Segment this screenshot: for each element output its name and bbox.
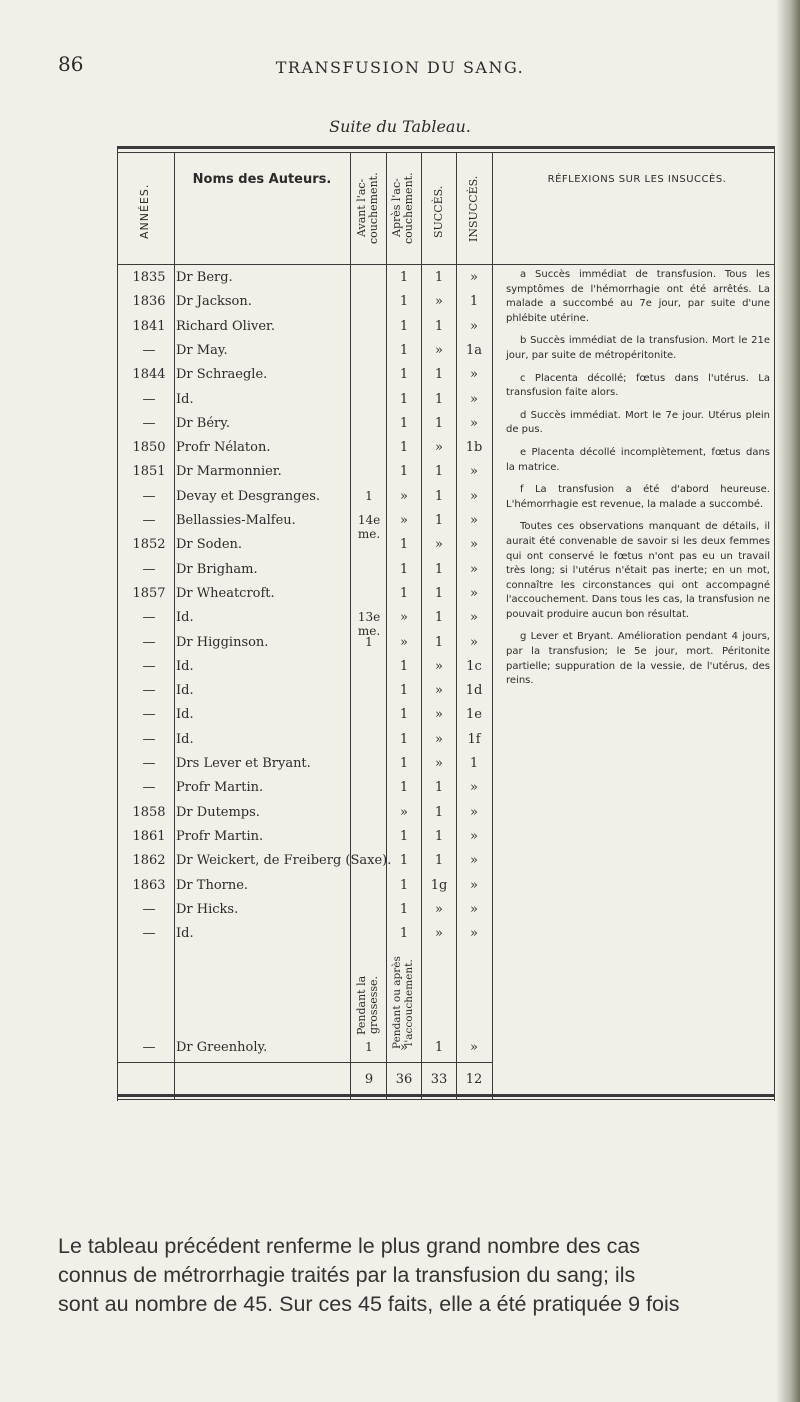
cell-author: Profr Martin. <box>176 780 264 796</box>
cell-author: Devay et Desgranges. <box>176 488 321 504</box>
cell-failure: 1a <box>465 342 483 358</box>
cell-author: Bellassies-Malfeu. <box>176 513 296 528</box>
cell-after: 1 <box>399 342 409 358</box>
cell-failure: » <box>470 488 478 504</box>
total-after: 36 <box>395 1072 413 1087</box>
cell-failure: » <box>470 270 478 285</box>
table-row <box>0 829 800 853</box>
cell-success: » <box>435 756 443 771</box>
cell-year: — <box>142 926 156 942</box>
cell-success: » <box>435 731 443 747</box>
cell-success: 1 <box>434 270 444 285</box>
cell-author: Dr Weickert, de Freiberg (Saxe). <box>176 853 392 869</box>
paragraph-line: Le tableau précédent renferme le plus grand nombre des cas <box>58 1234 641 1258</box>
paragraph-line: connus de métrorrhagie traités par la transfusion du sang; ils <box>58 1263 636 1287</box>
cell-after: 1 <box>399 780 409 796</box>
reflection-note: c Placenta décollé; fœtus dans l'utérus. La transfusion faite alors. <box>506 372 770 399</box>
reflections-notes <box>506 268 770 697</box>
table-row <box>0 926 800 950</box>
cell-failure: 1e <box>466 707 482 723</box>
reflection-note: g Lever et Bryant. Amélioration pendant 4 jours, par la transfusion; le 5e jour, mort. Péritonite partielle; suppuration de la vessie, de l'utérus, des reins. <box>506 631 770 687</box>
cell-year: 1851 <box>132 464 166 480</box>
cell-after: 1 <box>399 294 409 310</box>
header-success: SUCCÈS. <box>432 185 445 239</box>
table-top-rule-inner <box>117 152 775 153</box>
cell-year: — <box>142 658 156 674</box>
cell-failure: » <box>470 318 478 334</box>
table-row <box>0 902 800 926</box>
cell-author: Dr Hicks. <box>176 901 239 917</box>
cell-before: 14e me. <box>357 513 381 541</box>
cell-after: » <box>400 804 408 820</box>
cell-after: 1 <box>399 926 409 942</box>
cell-after: 1 <box>399 561 409 577</box>
cell-failure: » <box>470 391 478 407</box>
total-before: 9 <box>364 1072 374 1087</box>
reflection-note: d Succès immédiat. Mort le 7e jour. Utérus plein de pus. <box>506 409 770 436</box>
running-head: TRANSFUSION DU SANG. <box>275 58 525 77</box>
cell-year: — <box>142 901 156 917</box>
cell-after: » <box>400 610 408 626</box>
cell-failure: » <box>470 853 478 869</box>
cell-success: 1 <box>434 780 444 796</box>
header-author: Noms des Auteurs. <box>192 172 332 187</box>
cell-after: 1 <box>399 877 409 893</box>
table-row <box>0 732 800 756</box>
table-bottom-rule <box>117 1094 775 1097</box>
cell-author: Dr Schraegle. <box>176 367 268 383</box>
cell-after: 1 <box>399 440 409 456</box>
cell-success: » <box>435 537 443 553</box>
cell-success: 1 <box>434 488 444 504</box>
cell-year: 1857 <box>132 585 166 601</box>
cell-year: — <box>142 488 156 504</box>
cell-before: 1 <box>365 488 373 503</box>
cell-after: 1 <box>399 415 409 431</box>
cell-failure: 1 <box>469 756 479 771</box>
cell-author: Dr Soden. <box>176 537 243 553</box>
cell-year: — <box>142 634 156 650</box>
table-row <box>0 756 800 780</box>
cell-success: 1 <box>434 513 444 528</box>
reflection-note: Toutes ces observations manquant de détails, il aurait été convenable de savoir si les deux femmes qui ont conservé le fœtus n'ont pas eu un travail très long; si l'utérus n'était pas inerte; en un mot, connaître les circonstances qui ont accompagné l'accouchement. Dans tous les cas, la transfusion ne pouvait produire aucun bon résultat. <box>506 521 770 620</box>
cell-after: 1 <box>399 464 409 480</box>
cell-year: — <box>142 731 156 747</box>
subheader-during-or-after: Pendant ou après l'accouchement. <box>391 956 415 1050</box>
cell-failure: » <box>470 780 478 796</box>
cell-author: Id. <box>176 707 194 723</box>
cell-author: Dr Higginson. <box>176 634 269 650</box>
cell-after: 1 <box>399 683 409 699</box>
table-row <box>0 878 800 902</box>
header-before: Avant l'ac-couchement. <box>355 172 380 244</box>
cell-author: Profr Nélaton. <box>176 440 271 456</box>
cell-year: 1841 <box>132 318 166 334</box>
table-row <box>0 707 800 731</box>
total-success: 33 <box>430 1072 448 1087</box>
cell-success: 1 <box>434 828 444 844</box>
cell-failure: » <box>470 513 478 528</box>
cell-success: 1 <box>434 318 444 334</box>
cell-author: Dr Jackson. <box>176 294 252 310</box>
cell-success: » <box>435 707 443 723</box>
cell-after: 1 <box>399 270 409 285</box>
cell-after: 1 <box>399 756 409 771</box>
cell-failure: 1d <box>465 683 483 699</box>
cell-failure: » <box>470 610 478 626</box>
cell-failure: 1c <box>466 658 482 674</box>
cell-success: » <box>435 440 443 456</box>
reflection-note: b Succès immédiat de la transfusion. Mort le 21e jour, par suite de métropéritonite. <box>506 335 770 361</box>
cell-after: » <box>400 634 408 650</box>
cell-author: Dr Greenholy. <box>176 1040 268 1055</box>
cell-success: » <box>435 658 443 674</box>
cell-year: 1836 <box>132 294 166 310</box>
cell-failure: 1f <box>467 731 481 747</box>
cell-year: — <box>142 780 156 796</box>
reflection-note: f La transfusion a été d'abord heureuse. L'hémorrhagie est revenue, la malade a succombé. <box>506 484 770 510</box>
table-row <box>0 1040 800 1064</box>
page-edge-shadow <box>776 0 800 1402</box>
cell-failure: » <box>470 804 478 820</box>
cell-author: Id. <box>176 926 194 942</box>
cell-failure: » <box>470 537 478 553</box>
cell-failure: » <box>470 561 478 577</box>
cell-success: 1 <box>434 415 444 431</box>
cell-failure: » <box>470 367 478 383</box>
cell-author: Id. <box>176 731 194 747</box>
cell-author: Id. <box>176 683 194 699</box>
cell-year: — <box>142 391 156 407</box>
cell-after: 1 <box>399 828 409 844</box>
cell-year: 1844 <box>132 367 166 383</box>
cell-failure: » <box>470 828 478 844</box>
cell-failure: » <box>470 464 478 480</box>
table-row <box>0 805 800 829</box>
page-number: 86 <box>58 52 84 76</box>
cell-author: Drs Lever et Bryant. <box>176 756 311 771</box>
cell-success: 1 <box>434 464 444 480</box>
cell-author: Richard Oliver. <box>176 318 275 334</box>
cell-year: 1863 <box>132 877 166 893</box>
cell-year: 1862 <box>132 853 166 869</box>
cell-before: 1 <box>365 1040 373 1054</box>
cell-author: Dr May. <box>176 342 228 358</box>
cell-year: 1861 <box>132 828 166 844</box>
header-reflections: RÉFLEXIONS SUR LES INSUCCÈS. <box>547 174 727 185</box>
cell-author: Dr Dutemps. <box>176 804 260 820</box>
cell-year: 1852 <box>132 537 166 553</box>
cell-success: 1 <box>434 367 444 383</box>
cell-after: » <box>400 513 408 528</box>
cell-after: 1 <box>399 731 409 747</box>
cell-failure: » <box>470 877 478 893</box>
body-paragraph <box>58 1232 770 1319</box>
cell-year: 1835 <box>132 270 166 285</box>
cell-author: Dr Wheatcroft. <box>176 585 275 601</box>
reflection-note: e Placenta décollé incomplètement, fœtus dans la matrice. <box>506 446 770 473</box>
cell-year: — <box>142 683 156 699</box>
cell-success: » <box>435 901 443 917</box>
cell-author: Profr Martin. <box>176 828 264 844</box>
cell-after: 1 <box>399 318 409 334</box>
table-row <box>0 853 800 877</box>
cell-success: » <box>435 926 443 942</box>
cell-success: 1 <box>434 804 444 820</box>
cell-failure: 1b <box>465 440 483 456</box>
cell-success: » <box>435 294 443 310</box>
cell-after: 1 <box>399 901 409 917</box>
cell-after: » <box>400 1040 408 1055</box>
header-year: ANNÉES. <box>138 183 151 239</box>
cell-success: 1 <box>434 391 444 407</box>
cell-author: Id. <box>176 658 194 674</box>
cell-failure: » <box>470 926 478 942</box>
cell-failure: » <box>470 634 478 650</box>
cell-success: 1 <box>434 610 444 626</box>
paragraph-line: sont au nombre de 45. Sur ces 45 faits, elle a été pratiquée 9 fois <box>58 1292 680 1316</box>
subheader-during-pregnancy: Pendant la grossesse. <box>355 975 380 1035</box>
cell-success: 1 <box>434 853 444 869</box>
cell-success: 1 <box>434 585 444 601</box>
cell-year: — <box>142 513 156 528</box>
cell-year: — <box>142 707 156 723</box>
table-subtitle: Suite du Tableau. <box>329 117 471 136</box>
cell-failure: » <box>470 585 478 601</box>
cell-author: Dr Brigham. <box>176 561 258 577</box>
cell-failure: » <box>470 1040 478 1055</box>
table-bottom-rule-inner <box>117 1099 775 1100</box>
cell-after: 1 <box>399 585 409 601</box>
table-row <box>0 780 800 804</box>
cell-year: — <box>142 610 156 626</box>
cell-after: 1 <box>399 658 409 674</box>
cell-success: » <box>435 342 443 358</box>
cell-after: 1 <box>399 537 409 553</box>
cell-author: Dr Béry. <box>176 415 230 431</box>
cell-failure: » <box>470 901 478 917</box>
cell-author: Id. <box>176 391 194 407</box>
cell-success: 1 <box>434 634 444 650</box>
header-after: Après l'ac-couchement. <box>390 172 415 244</box>
cell-before: 13e me. <box>357 610 381 639</box>
cell-author: Dr Thorne. <box>176 877 249 893</box>
header-failure: INSUCCÈS. <box>467 175 480 243</box>
total-failure: 12 <box>465 1072 483 1087</box>
cell-author: Dr Berg. <box>176 270 233 285</box>
cell-author: Id. <box>176 610 194 626</box>
cell-after: 1 <box>399 853 409 869</box>
cell-year: — <box>142 415 156 431</box>
cell-author: Dr Marmonnier. <box>176 464 282 480</box>
header-rule <box>117 264 775 265</box>
cell-year: 1850 <box>132 440 166 456</box>
cell-year: — <box>142 756 156 771</box>
cell-after: 1 <box>399 707 409 723</box>
cell-year: — <box>142 342 156 358</box>
cell-year: — <box>142 561 156 577</box>
cell-failure: 1 <box>469 294 479 310</box>
cell-success: 1 <box>434 1040 444 1055</box>
cell-before: 1 <box>365 634 373 649</box>
cell-success: 1g <box>430 877 448 893</box>
table-top-rule <box>117 146 775 149</box>
cell-success: » <box>435 683 443 699</box>
cell-year: — <box>142 1040 156 1055</box>
cell-after: » <box>400 488 408 504</box>
cell-success: 1 <box>434 561 444 577</box>
cell-failure: » <box>470 415 478 431</box>
reflection-note: a Succès immédiat de transfusion. Tous les symptômes de l'hémorrhagie ont été arrêtés. La malade a succombé au 7e jour, par suite d'une phlébite utérine. <box>506 269 770 324</box>
cell-year: 1858 <box>132 804 166 820</box>
cell-after: 1 <box>399 367 409 383</box>
cell-after: 1 <box>399 391 409 407</box>
